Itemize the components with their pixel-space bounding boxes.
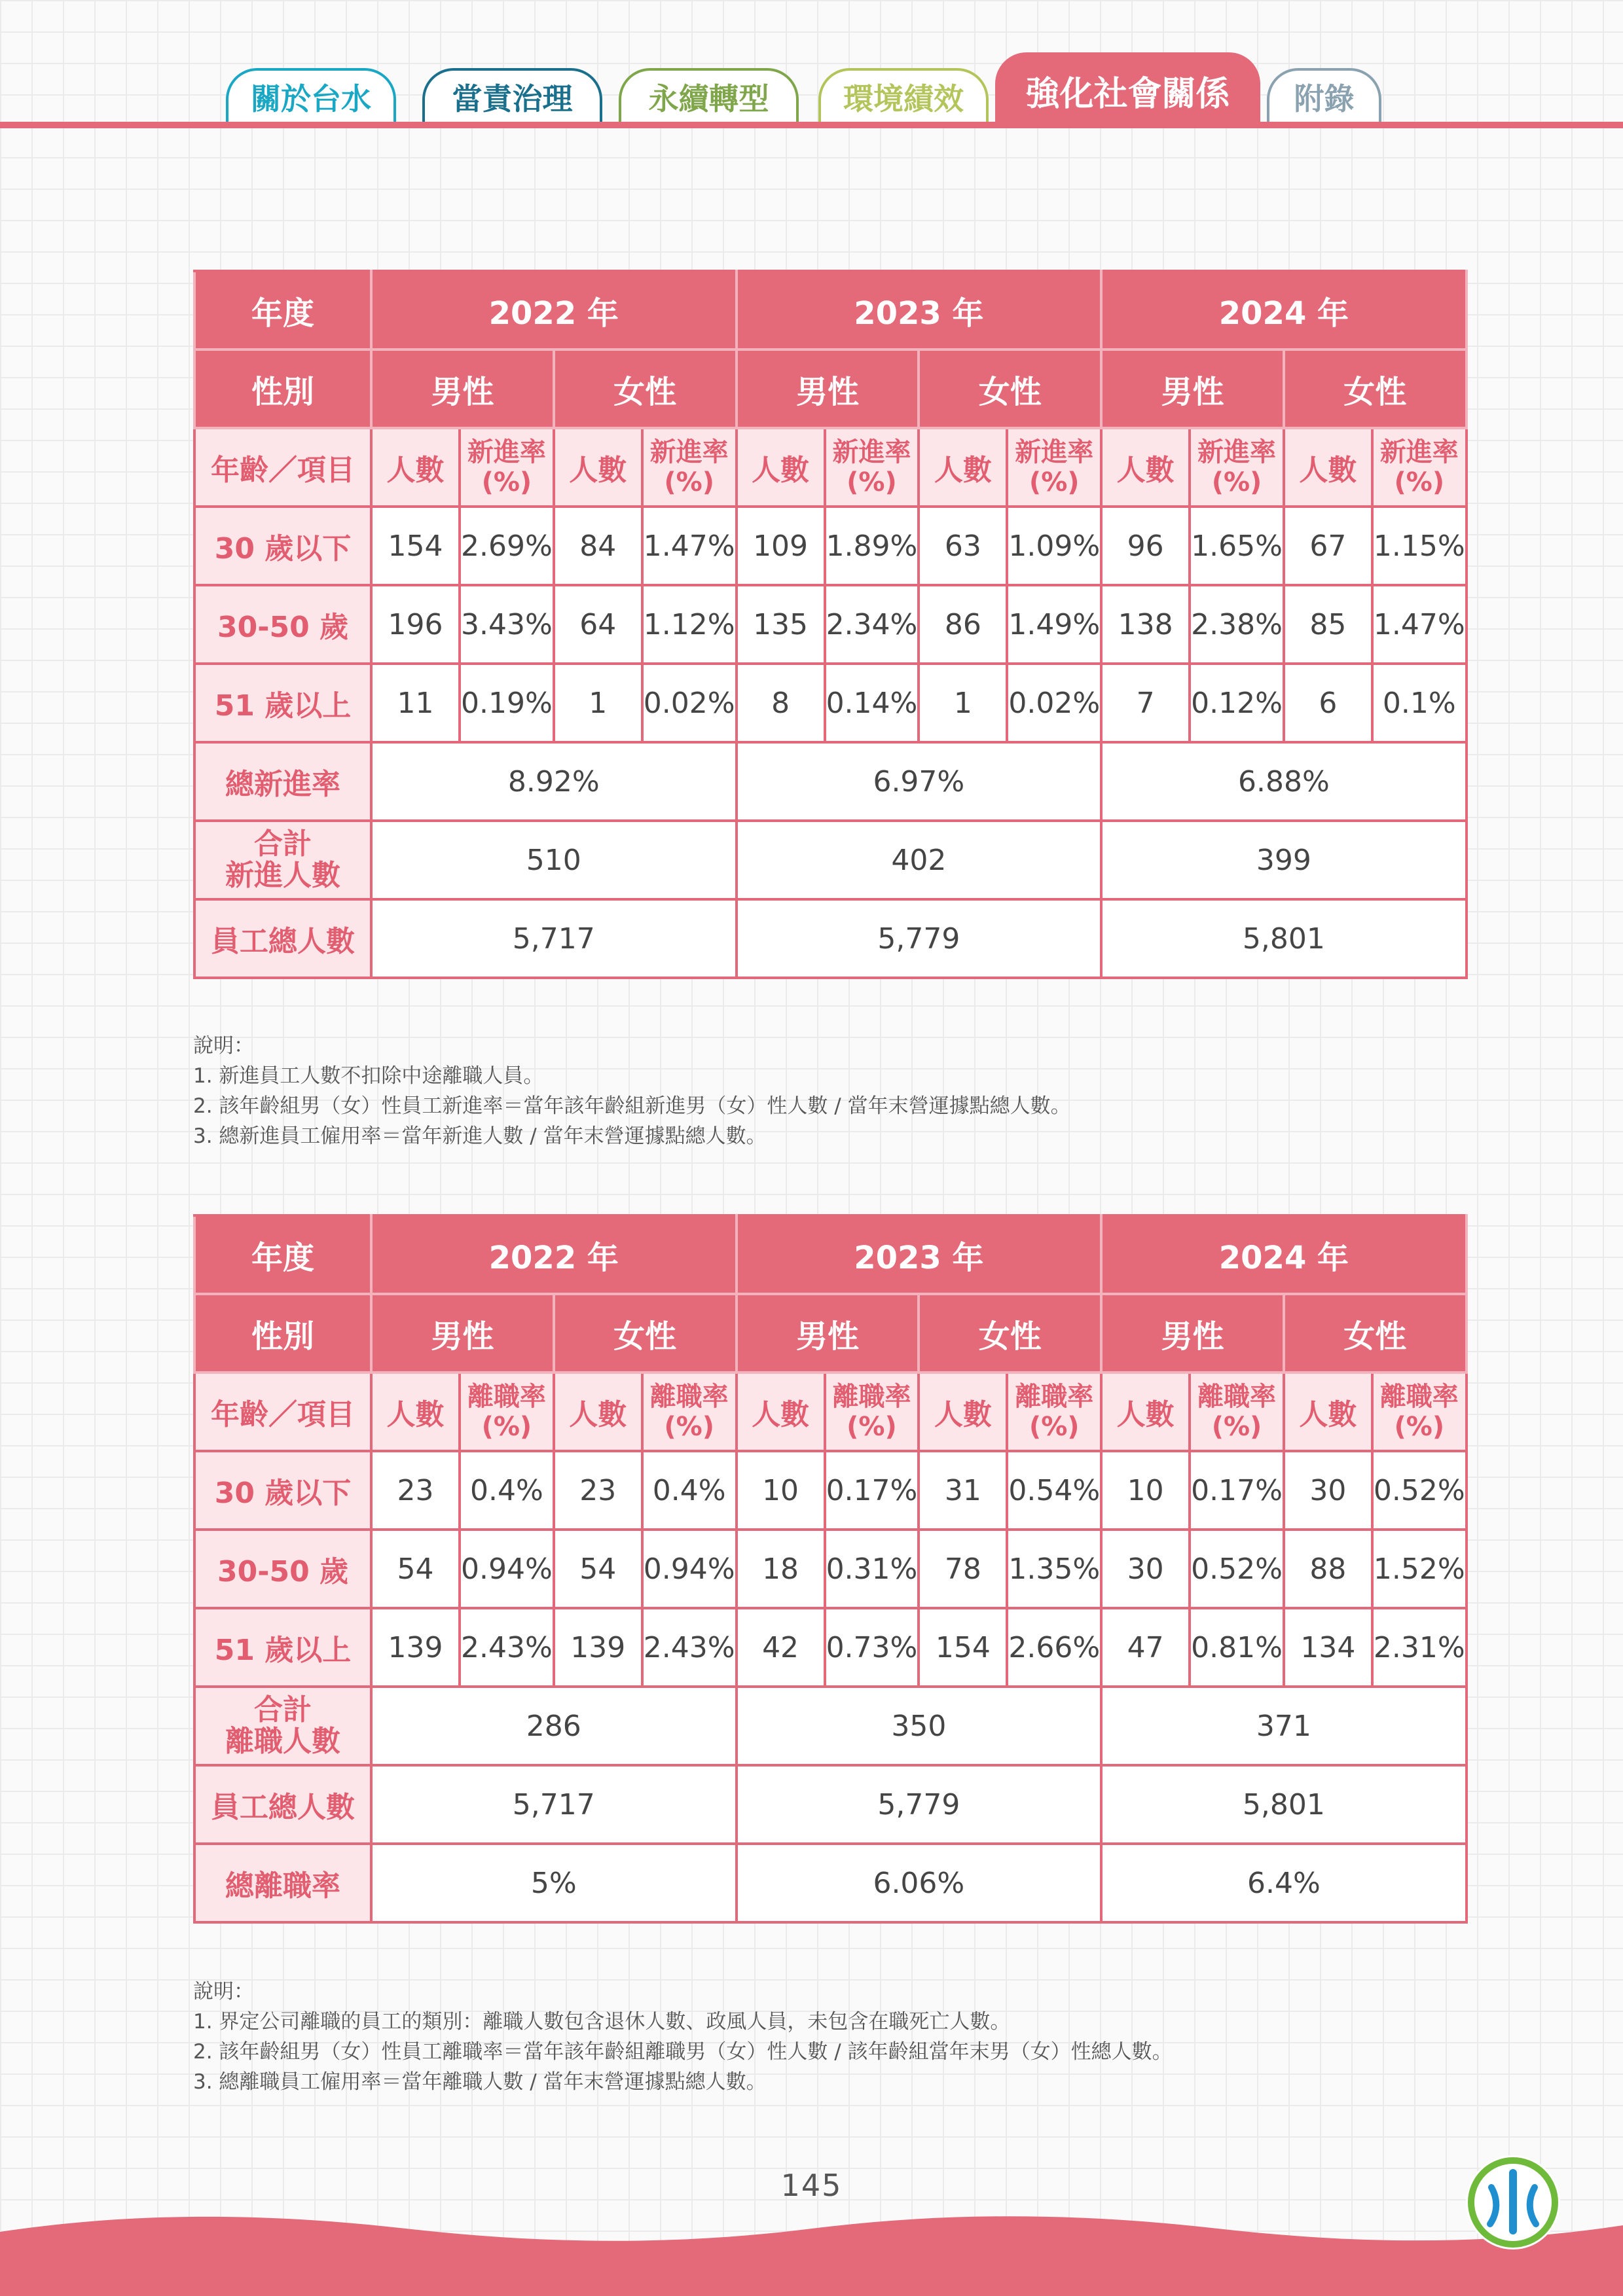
page-number: 145 — [780, 2168, 843, 2203]
table-row — [194, 664, 1467, 742]
male-2024: 男性 — [1101, 350, 1284, 428]
table-cell: 47 — [1101, 1608, 1190, 1687]
table-cell: 1.49% — [1007, 585, 1101, 664]
note-line: 1. 新進員工人數不扣除中途離職人員。 — [193, 1064, 544, 1088]
taiwan-water-logo-icon — [1464, 2153, 1562, 2251]
tab-social-relations[interactable]: 強化社會關係 — [995, 52, 1260, 126]
female-2024: 女性 — [1284, 350, 1467, 428]
row-label-30-50: 30-50 歲 — [194, 585, 371, 664]
year-2022: 2022 年 — [371, 1215, 737, 1294]
table-cell: 5,717 — [371, 1765, 737, 1844]
tab-governance[interactable]: 當責治理 — [422, 68, 602, 123]
note-line: 1. 界定公司離職的員工的類別：離職人數包含退休人數、政風人員，未包含在職死亡人數。 — [193, 2010, 1011, 2034]
table-cell: 0.17% — [825, 1451, 919, 1530]
table-cell: 196 — [371, 585, 460, 664]
table-cell: 30 — [1101, 1530, 1190, 1608]
row-label-total-leavers: 合計 離職人數 — [194, 1687, 371, 1765]
year-2024: 2024 年 — [1101, 1215, 1467, 1294]
rate-header: 離職率 (%) — [825, 1372, 919, 1451]
male-2023: 男性 — [737, 1294, 919, 1372]
table-cell: 6.97% — [737, 742, 1102, 821]
table-cell: 6 — [1284, 664, 1372, 742]
table-cell: 7 — [1101, 664, 1190, 742]
count-header: 人數 — [1101, 428, 1190, 507]
count-header: 人數 — [554, 1372, 642, 1451]
count-header: 人數 — [737, 1372, 825, 1451]
table-row — [194, 1451, 1467, 1530]
row-label-under-30: 30 歲以下 — [194, 1451, 371, 1530]
row-label-total-new-hires: 合計 新進人數 — [194, 821, 371, 899]
year-label: 年度 — [194, 1215, 371, 1294]
table-cell: 2.31% — [1372, 1608, 1467, 1687]
rate-header: 離職率 (%) — [1372, 1372, 1467, 1451]
table-cell: 3.43% — [460, 585, 554, 664]
table-cell: 6.88% — [1101, 742, 1467, 821]
note-line: 3. 總新進員工僱用率＝當年新進人數 / 當年末營運據點總人數。 — [193, 1124, 767, 1148]
gender-label: 性別 — [194, 350, 371, 428]
year-2023: 2023 年 — [737, 271, 1102, 350]
table-cell: 54 — [371, 1530, 460, 1608]
item-label: 年齡／項目 — [194, 428, 371, 507]
row-label-total-turnover-rate: 總離職率 — [194, 1844, 371, 1922]
table-cell: 0.94% — [460, 1530, 554, 1608]
table-cell: 2.43% — [642, 1608, 737, 1687]
rate-header: 離職率 (%) — [1190, 1372, 1284, 1451]
table-cell: 138 — [1101, 585, 1190, 664]
note-line: 說明： — [193, 1980, 254, 2003]
male-2023: 男性 — [737, 350, 919, 428]
table-cell: 286 — [371, 1687, 737, 1765]
count-header: 人數 — [919, 428, 1007, 507]
table-cell: 1.09% — [1007, 507, 1101, 585]
table-row — [194, 1530, 1467, 1608]
table-cell: 11 — [371, 664, 460, 742]
tab-appendix[interactable]: 附錄 — [1267, 68, 1381, 123]
count-header: 人數 — [1284, 428, 1372, 507]
table-cell: 350 — [737, 1687, 1102, 1765]
year-2022: 2022 年 — [371, 271, 737, 350]
table-cell: 0.02% — [1007, 664, 1101, 742]
table-cell: 86 — [919, 585, 1007, 664]
count-header: 人數 — [371, 428, 460, 507]
rate-header: 離職率 (%) — [642, 1372, 737, 1451]
row-label-under-30: 30 歲以下 — [194, 507, 371, 585]
table-cell: 1.35% — [1007, 1530, 1101, 1608]
table-cell: 0.4% — [460, 1451, 554, 1530]
table-row-staff — [194, 899, 1467, 978]
table-cell: 42 — [737, 1608, 825, 1687]
count-header: 人數 — [554, 428, 642, 507]
row-label-30-50: 30-50 歲 — [194, 1530, 371, 1608]
female-2022: 女性 — [554, 350, 737, 428]
female-2023: 女性 — [919, 1294, 1101, 1372]
row-label-over-51: 51 歲以上 — [194, 1608, 371, 1687]
table-cell: 5% — [371, 1844, 737, 1922]
table-cell: 88 — [1284, 1530, 1372, 1608]
header-row-year — [194, 271, 1467, 350]
note-line: 2. 該年齡組男（女）性員工離職率＝當年該年齡組離職男（女）性人數 / 該年齡組當年末男（女）性總人數。 — [193, 2040, 1173, 2064]
female-2023: 女性 — [919, 350, 1101, 428]
table-cell: 0.19% — [460, 664, 554, 742]
table-cell: 0.14% — [825, 664, 919, 742]
count-header: 人數 — [1284, 1372, 1372, 1451]
rate-header: 新進率 (%) — [1190, 428, 1284, 507]
table-cell: 2.38% — [1190, 585, 1284, 664]
table-cell: 0.81% — [1190, 1608, 1284, 1687]
table-cell: 6.4% — [1101, 1844, 1467, 1922]
table-row-staff — [194, 1765, 1467, 1844]
table-cell: 23 — [554, 1451, 642, 1530]
section-tab-bar — [0, 0, 1623, 131]
female-2024: 女性 — [1284, 1294, 1467, 1372]
table-cell: 10 — [737, 1451, 825, 1530]
table-cell: 2.69% — [460, 507, 554, 585]
gender-label: 性別 — [194, 1294, 371, 1372]
table-cell: 96 — [1101, 507, 1190, 585]
table-cell: 1.47% — [1372, 585, 1467, 664]
tab-underline — [0, 122, 1623, 128]
rate-header: 新進率 (%) — [1372, 428, 1467, 507]
table-cell: 63 — [919, 507, 1007, 585]
count-header: 人數 — [919, 1372, 1007, 1451]
table-row-total-rate — [194, 742, 1467, 821]
table-cell: 2.34% — [825, 585, 919, 664]
female-2022: 女性 — [554, 1294, 737, 1372]
row-label-total-staff: 員工總人數 — [194, 899, 371, 978]
table-cell: 139 — [371, 1608, 460, 1687]
table-cell: 0.12% — [1190, 664, 1284, 742]
table-cell: 6.06% — [737, 1844, 1102, 1922]
item-label: 年齡／項目 — [194, 1372, 371, 1451]
table-cell: 139 — [554, 1608, 642, 1687]
male-2022: 男性 — [371, 350, 554, 428]
table-cell: 0.73% — [825, 1608, 919, 1687]
table-cell: 30 — [1284, 1451, 1372, 1530]
table-cell: 1.12% — [642, 585, 737, 664]
note-line: 3. 總離職員工僱用率＝當年離職人數 / 當年末營運據點總人數。 — [193, 2070, 767, 2094]
table-cell: 5,717 — [371, 899, 737, 978]
rate-header: 新進率 (%) — [460, 428, 554, 507]
table-row — [194, 585, 1467, 664]
table-cell: 0.52% — [1190, 1530, 1284, 1608]
table-cell: 23 — [371, 1451, 460, 1530]
table-cell: 371 — [1101, 1687, 1467, 1765]
rate-header: 離職率 (%) — [1007, 1372, 1101, 1451]
rate-header: 新進率 (%) — [642, 428, 737, 507]
table-cell: 402 — [737, 821, 1102, 899]
table-cell: 8.92% — [371, 742, 737, 821]
table-cell: 5,779 — [737, 1765, 1102, 1844]
table-cell: 5,801 — [1101, 899, 1467, 978]
table-cell: 135 — [737, 585, 825, 664]
table-cell: 1.52% — [1372, 1530, 1467, 1608]
table-row — [194, 507, 1467, 585]
table-row — [194, 1608, 1467, 1687]
table-cell: 0.31% — [825, 1530, 919, 1608]
table-cell: 0.02% — [642, 664, 737, 742]
new-hire-table — [193, 270, 1468, 979]
table-cell: 1.89% — [825, 507, 919, 585]
table-cell: 5,801 — [1101, 1765, 1467, 1844]
note-line: 2. 該年齡組男（女）性員工新進率＝當年該年齡組新進男（女）性人數 / 當年末營運據點總人數。 — [193, 1094, 1071, 1118]
table-cell: 109 — [737, 507, 825, 585]
table-cell: 10 — [1101, 1451, 1190, 1530]
table-cell: 54 — [554, 1530, 642, 1608]
rate-header: 離職率 (%) — [460, 1372, 554, 1451]
header-row-gender — [194, 350, 1467, 428]
table-cell: 2.43% — [460, 1608, 554, 1687]
table-cell: 1.65% — [1190, 507, 1284, 585]
table-cell: 154 — [919, 1608, 1007, 1687]
table-cell: 0.1% — [1372, 664, 1467, 742]
table-cell: 0.17% — [1190, 1451, 1284, 1530]
table-cell: 78 — [919, 1530, 1007, 1608]
tab-about[interactable]: 關於台水 — [226, 68, 396, 123]
table-cell: 510 — [371, 821, 737, 899]
count-header: 人數 — [737, 428, 825, 507]
table-cell: 134 — [1284, 1608, 1372, 1687]
table-cell: 2.66% — [1007, 1608, 1101, 1687]
note-line: 說明： — [193, 1034, 254, 1058]
table-cell: 1.47% — [642, 507, 737, 585]
count-header: 人數 — [371, 1372, 460, 1451]
tab-transformation[interactable]: 永續轉型 — [619, 68, 799, 123]
tab-environment[interactable]: 環境績效 — [818, 68, 989, 123]
table-row-total-rate — [194, 1844, 1467, 1922]
row-label-total-hire-rate: 總新進率 — [194, 742, 371, 821]
table-cell: 0.94% — [642, 1530, 737, 1608]
header-row-year — [194, 1215, 1467, 1294]
table-cell: 154 — [371, 507, 460, 585]
table-row-sum — [194, 1687, 1467, 1765]
year-2024: 2024 年 — [1101, 271, 1467, 350]
male-2024: 男性 — [1101, 1294, 1284, 1372]
footer-wave — [0, 2206, 1623, 2296]
table-cell: 31 — [919, 1451, 1007, 1530]
count-header: 人數 — [1101, 1372, 1190, 1451]
row-label-total-staff: 員工總人數 — [194, 1765, 371, 1844]
year-label: 年度 — [194, 271, 371, 350]
turnover-notes — [193, 1977, 1173, 2097]
table-cell: 0.4% — [642, 1451, 737, 1530]
year-2023: 2023 年 — [737, 1215, 1102, 1294]
turnover-table — [193, 1214, 1468, 1924]
table-cell: 8 — [737, 664, 825, 742]
rate-header: 新進率 (%) — [825, 428, 919, 507]
table-cell: 18 — [737, 1530, 825, 1608]
table-cell: 0.52% — [1372, 1451, 1467, 1530]
male-2022: 男性 — [371, 1294, 554, 1372]
table-cell: 0.54% — [1007, 1451, 1101, 1530]
table-row-sum — [194, 821, 1467, 899]
table-cell: 1.15% — [1372, 507, 1467, 585]
header-row-items — [194, 428, 1467, 507]
table-cell: 399 — [1101, 821, 1467, 899]
table-cell: 1 — [554, 664, 642, 742]
new-hire-notes — [193, 1031, 1071, 1151]
table-cell: 1 — [919, 664, 1007, 742]
row-label-over-51: 51 歲以上 — [194, 664, 371, 742]
table-cell: 84 — [554, 507, 642, 585]
header-row-gender — [194, 1294, 1467, 1372]
table-cell: 5,779 — [737, 899, 1102, 978]
table-cell: 67 — [1284, 507, 1372, 585]
header-row-items — [194, 1372, 1467, 1451]
table-cell: 85 — [1284, 585, 1372, 664]
table-cell: 64 — [554, 585, 642, 664]
rate-header: 新進率 (%) — [1007, 428, 1101, 507]
